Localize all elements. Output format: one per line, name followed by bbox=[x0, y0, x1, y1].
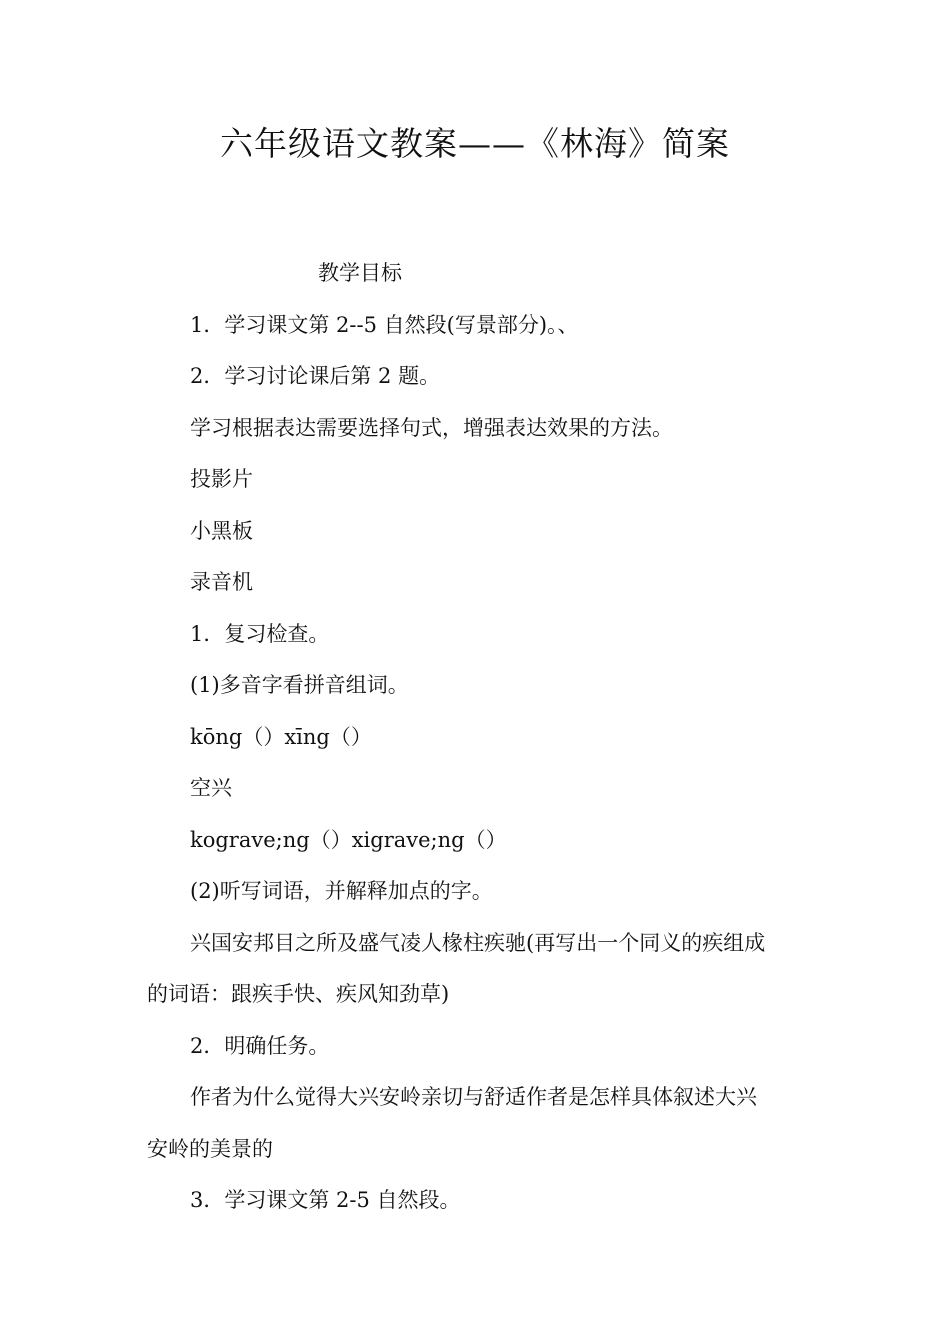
paragraph: 学习根据表达需要选择句式，增强表达效果的方法。 bbox=[190, 415, 673, 440]
paragraph: kōng（）xīng（） bbox=[190, 724, 372, 749]
paragraph: 空兴 bbox=[190, 776, 232, 800]
paragraph: 1．学习课文第 2--5 自然段(写景部分)。、 bbox=[190, 312, 579, 337]
paragraph: 录音机 bbox=[190, 570, 253, 594]
paragraph: 作者为什么觉得大兴安岭亲切与舒适作者是怎样具体叙述大兴 bbox=[190, 1085, 757, 1109]
paragraph: kograve;ng（）xigrave;ng（） bbox=[190, 827, 507, 852]
paragraph: 投影片 bbox=[190, 467, 253, 491]
paragraph: 兴国安邦目之所及盛气凌人椽柱疾驰(再写出一个同义的疾组成 bbox=[190, 930, 766, 955]
paragraph: 2．明确任务。 bbox=[190, 1033, 330, 1058]
paragraph: 3．学习课文第 2-5 自然段。 bbox=[190, 1188, 461, 1212]
paragraph: 1．复习检查。 bbox=[190, 621, 330, 646]
paragraph: 小黑板 bbox=[190, 518, 253, 543]
document-body bbox=[147, 248, 807, 1227]
paragraph-continuation: 安岭的美景的 bbox=[147, 1136, 273, 1161]
paragraph: (1)多音字看拼音组词。 bbox=[190, 673, 409, 697]
document-title: 六年级语文教案——《林海》简案 bbox=[220, 124, 730, 163]
paragraph: (2)听写词语，并解释加点的字。 bbox=[190, 879, 493, 903]
paragraph: 2．学习讨论课后第 2 题。 bbox=[190, 364, 441, 388]
section-heading: 教学目标 bbox=[318, 261, 402, 285]
paragraph-continuation: 的词语：跟疾手快、疾风知劲草) bbox=[147, 982, 450, 1006]
